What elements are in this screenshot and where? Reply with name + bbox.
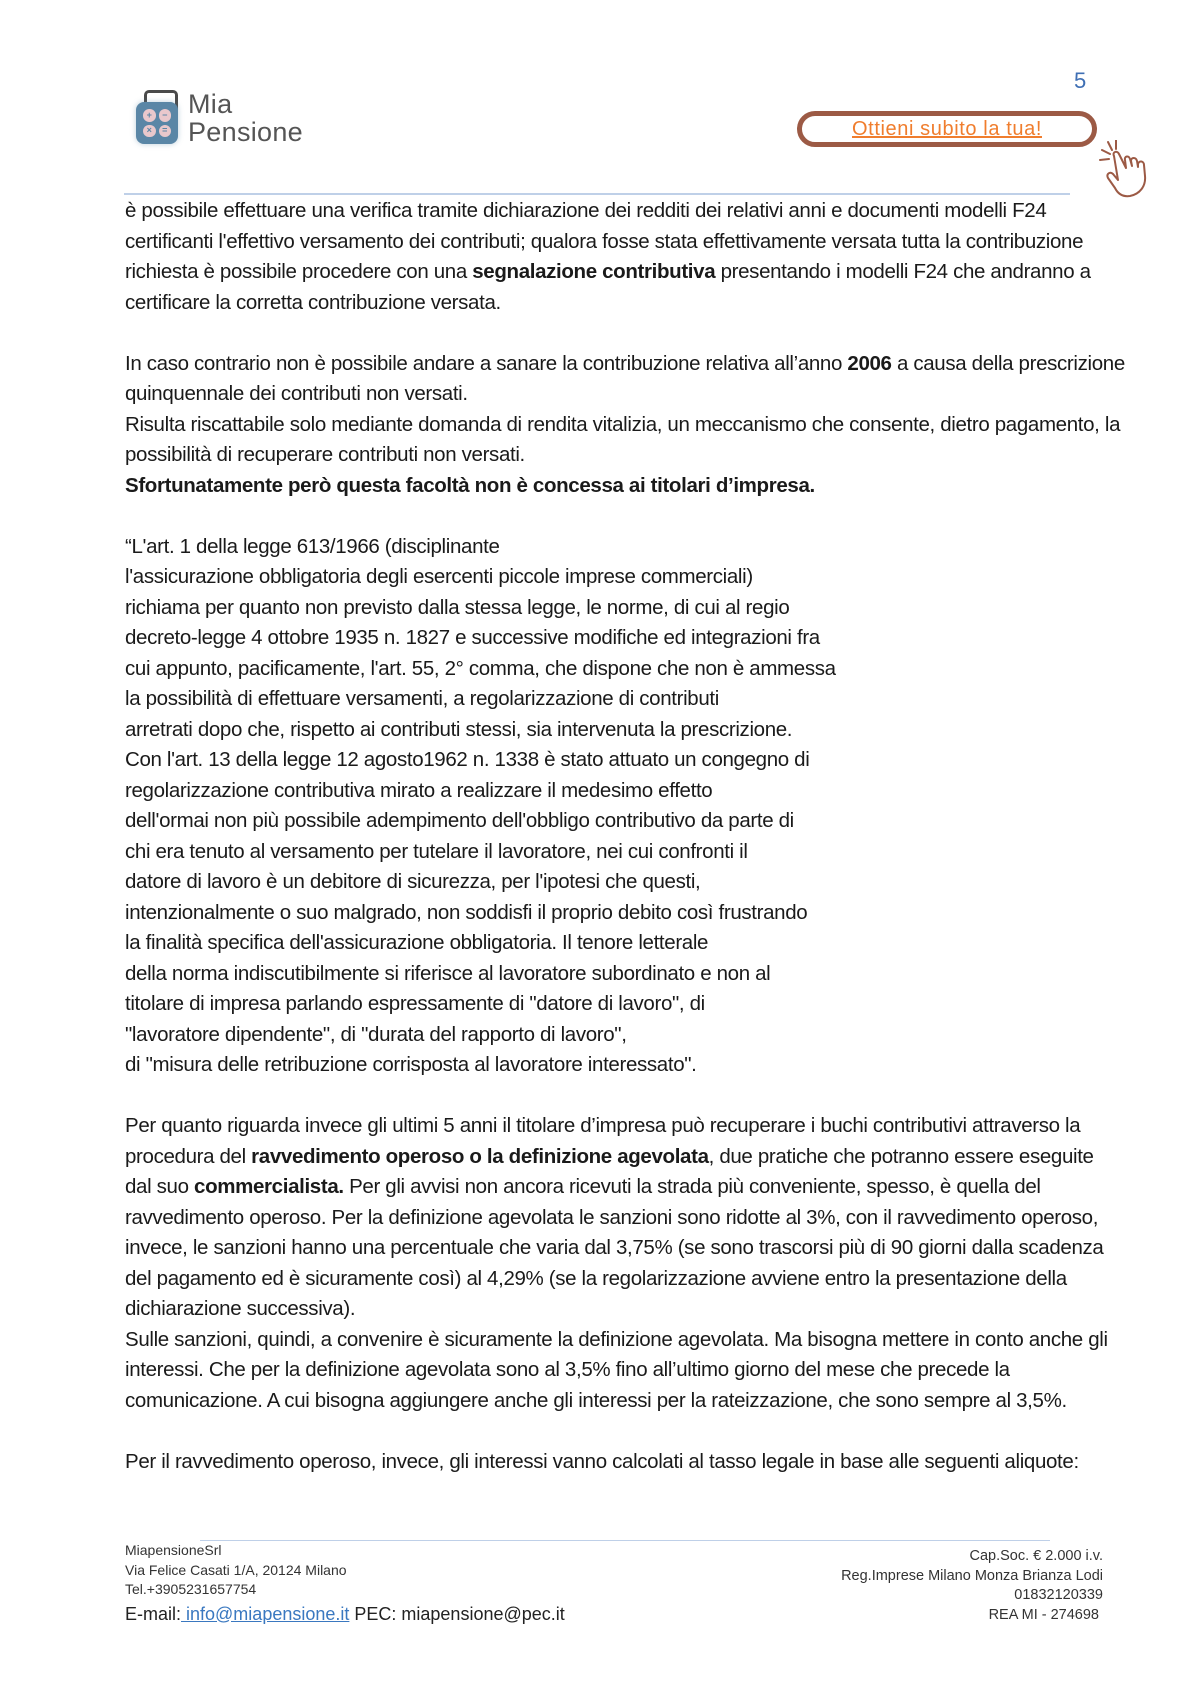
rea-number: REA MI - 274698 [988,1606,1099,1623]
email-link[interactable]: info@miapensione.it [181,1603,350,1624]
registry-number: 01832120339 [1014,1587,1103,1603]
document-body [125,196,1125,1477]
company-phone: Tel.+3905231657754 [125,1581,257,1597]
paragraph-interest: Sulle sanzioni, quindi, a convenire è sicuramente la definizione agevolata. Ma bisogna mettere in conto anche gli interessi. Che per la definizione agevolata sono al 3,5% fino all’ultimo giorno del mese che precede la comunicazione. A cui bisogna aggiungere anche gli interessi per la rateizzazione, che sono sempre al 3,5%. [125,1327,1108,1412]
footer-legal [841,1547,1103,1625]
footer-contacts [125,1541,565,1627]
logo-line-2: Pensione [188,117,303,147]
header-divider [124,193,1070,195]
company-name: MiapensioneSrl [125,1542,222,1558]
paragraph-warning: Sfortunatamente però questa facoltà non è concessa ai titolari d’impresa. [125,473,815,497]
legal-quote: “L'art. 1 della legge 613/1966 (disciplinante l'assicurazione obbligatoria degli esercenti piccole imprese commerciali) richiama per quanto non previsto dalla stessa legge, le norme, di cui al regio decreto-legge 4 ottobre 1935 n. 1827 e successive modifiche ed integrazioni fra cui appunto, pacificamente, l'art. 55, 2° comma, che dispone che non è ammessa la possibilità di effettuare versamenti, a regolarizzazione di contributi arretrati dopo che, rispetto ai contributi stessi, sia intervenuta la prescrizione. Con l'art. 13 della legge 12 agosto1962 n. 1338 è stato attuato un congegno di regolarizzazione contributiva mirato a realizzare il medesimo effetto dell'ormai non più possibile adempimento dell'obbligo contributivo da parte di chi era tenuto al versamento per tutelare il lavoratore, nei cui confronti il datore di lavoro è un debitore di sicurezza, per l'ipotesi che questi, intenzionalmente o suo malgrado, non soddisfi il proprio debito così frustrando la finalità specifica dell'assicurazione obbligatoria. Il tenore letterale della norma indiscutibilmente si riferisce al lavoratore subordinato e non al titolare di impresa parlando espressamente di "datore di lavoro", di "lavoratore dipendente", di "durata del rapporto di lavoro", di "misura delle retribuzione corrisposta al lavoratore interessato". [125,534,836,1076]
logo [136,88,303,148]
paragraph-last-five-years: Per quanto riguarda invece gli ultimi 5 anni il titolare d’impresa può recuperare i buchi contributivi attraverso la procedura del ravvedimento operoso o la definizione agevolata, due pratiche che potranno essere eseguite dal suo commercialista. Per gli avvisi non ancora ricevuti la strada più conveniente, spesso, è quella del ravvedimento operoso. Per la definizione agevolata le sanzioni sono ridotte al 3%, con il ravvedimento operoso, invece, le sanzioni hanno una percentuale che varia dal 3,75% (se sono trascorsi più di 90 giorni dalla scadenza del pagamento ed è sicuramente così) al 4,29% (se la regolarizzazione avviene entro la presentazione della dichiarazione successiva). [125,1114,1104,1320]
paragraph-verification: è possibile effettuare una verifica tramite dichiarazione dei redditi dei relativi anni e documenti modelli F24 certificanti l'effettivo versamento dei contributi; qualora fosse stata effettivamente versata tutta la contribuzione richiesta è possibile procedere con una segnalazione contributiva presentando i modelli F24 che andranno a certificare la corretta contribuzione versata. [125,199,1091,314]
paragraph-rates-intro: Per il ravvedimento operoso, invece, gli interessi vanno calcolati al tasso legale in base alle seguenti aliquote: [125,1449,1079,1473]
cta-button[interactable] [797,111,1097,147]
logo-text [188,90,303,146]
logo-line-1: Mia [188,89,233,119]
pec-address: PEC: miapensione@pec.it [349,1603,565,1624]
share-capital: Cap.Soc. € 2.000 i.v. [969,1548,1103,1564]
calculator-lock-icon: + − × = [136,88,182,148]
company-address: Via Felice Casati 1/A, 20124 Milano [125,1561,347,1578]
paragraph-prescription: In caso contrario non è possibile andare a sanare la contribuzione relativa all’anno 2006 a causa della prescrizione quinquennale dei contributi non versati. [125,351,1125,405]
email-line: E-mail: info@miapensione.it PEC: miapensione@pec.it [125,1603,565,1624]
page-number: 5 [1074,68,1087,93]
paragraph-redeemable: Risulta riscattabile solo mediante domanda di rendita vitalizia, un meccanismo che consente, dietro pagamento, la possibilità di recuperare contributi non versati. [125,412,1121,466]
business-registry: Reg.Imprese Milano Monza Brianza Lodi [841,1567,1103,1584]
pointing-hand-icon [1098,140,1168,200]
cta-label: Ottieni subito la tua! [852,117,1042,140]
